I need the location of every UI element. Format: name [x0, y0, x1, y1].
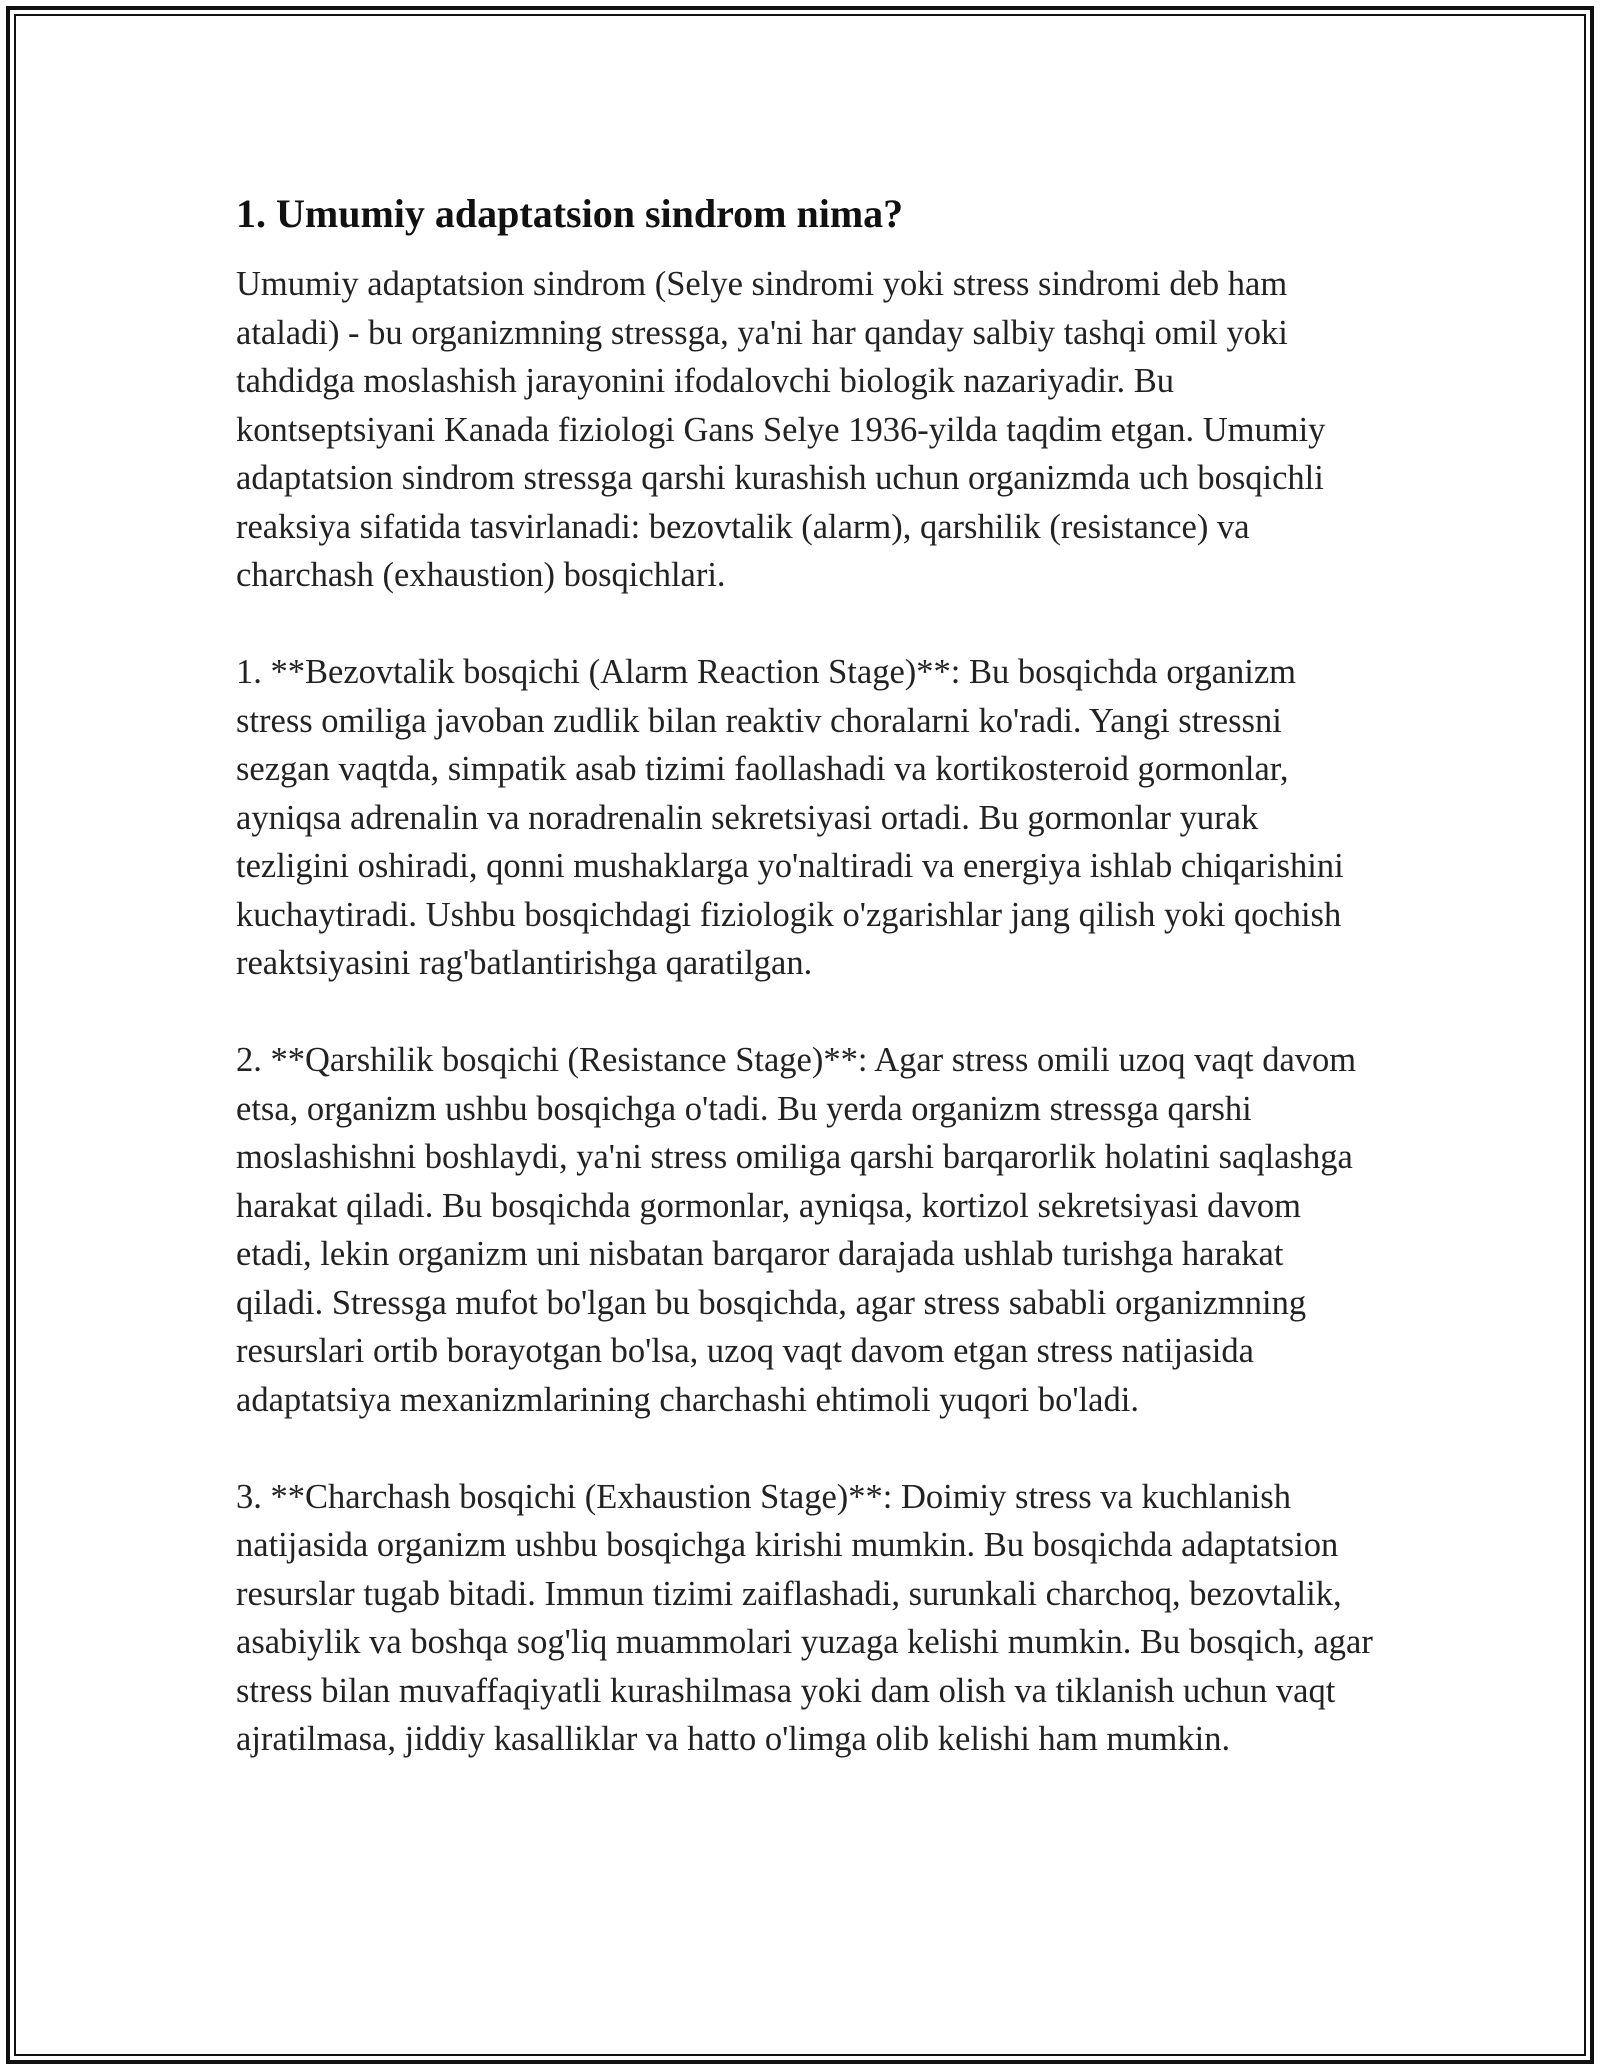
section-heading: 1. Umumiy adaptatsion sindrom nima?	[236, 191, 904, 236]
document-body	[236, 186, 1376, 1764]
alarm-stage-paragraph: 1. **Bezovtalik bosqichi (Alarm Reaction Stage)**: Bu bosqichda organizm stress omiliga javoban zudlik bilan reaktiv choralarni ko'radi. Yangi stressni sezgan vaqtda, simpatik asab tizimi faollashadi va kortikosteroid gormonlar, ayniqsa adrenalin va noradrenalin sekretsiyasi ortadi. Bu gormonlar yurak tezligini oshiradi, qonni mushaklarga yo'naltiradi va energiya ishlab chiqarishini kuchaytiradi. Ushbu bosqichdagi fiziologik o'zgarishlar jang qilish yoki qochish reaktsiyasini rag'batlantirishga qaratilgan.	[236, 653, 1344, 982]
resistance-stage-paragraph: 2. **Qarshilik bosqichi (Resistance Stage)**: Agar stress omili uzoq vaqt davom etsa, organizm ushbu bosqichga o'tadi. Bu yerda organizm stressga qarshi moslashishni boshlaydi, ya'ni stress omiliga qarshi barqarorlik holatini saqlashga harakat qiladi. Bu bosqichda gormonlar, ayniqsa, kortizol sekretsiyasi davom etadi, lekin organizm uni nisbatan barqaror darajada ushlab turishga harakat qiladi. Stressga mufot bo'lgan bu bosqichda, agar stress sababli organizmning resurslari ortib borayotgan bo'lsa, uzoq vaqt davom etgan stress natijasida adaptatsiya mexanizmlarining charchashi ehtimoli yuqori bo'ladi.	[236, 1041, 1357, 1419]
intro-paragraph: Umumiy adaptatsion sindrom (Selye sindromi yoki stress sindromi deb ham ataladi) - bu organizmning stressga, ya'ni har qanday salbiy tashqi omil yoki tahdidga moslashish jarayonini ifodalovchi biologik nazariyadir. Bu kontseptsiyani Kanada fiziologi Gans Selye 1936-yilda taqdim etgan. Umumiy adaptatsion sindrom stressga qarshi kurashish uchun organizmda uch bosqichli reaksiya sifatida tasvirlanadi: bezovtalik (alarm), qarshilik (resistance) va charchash (exhaustion) bosqichlari.	[236, 265, 1326, 594]
exhaustion-stage-paragraph: 3. **Charchash bosqichi (Exhaustion Stage)**: Doimiy stress va kuchlanish natijasida organizm ushbu bosqichga kirishi mumkin. Bu bosqichda adaptatsion resurslar tugab bitadi. Immun tizimi zaiflashadi, surunkali charchoq, bezovtalik, asabiylik va boshqa sog'liq muammolari yuzaga kelishi mumkin. Bu bosqich, agar stress bilan muvaffaqiyatli kurashilmasa yoki dam olish va tiklanish uchun vaqt ajratilmasa, jiddiy kasalliklar va hatto o'limga olib kelishi ham mumkin.	[236, 1477, 1373, 1758]
